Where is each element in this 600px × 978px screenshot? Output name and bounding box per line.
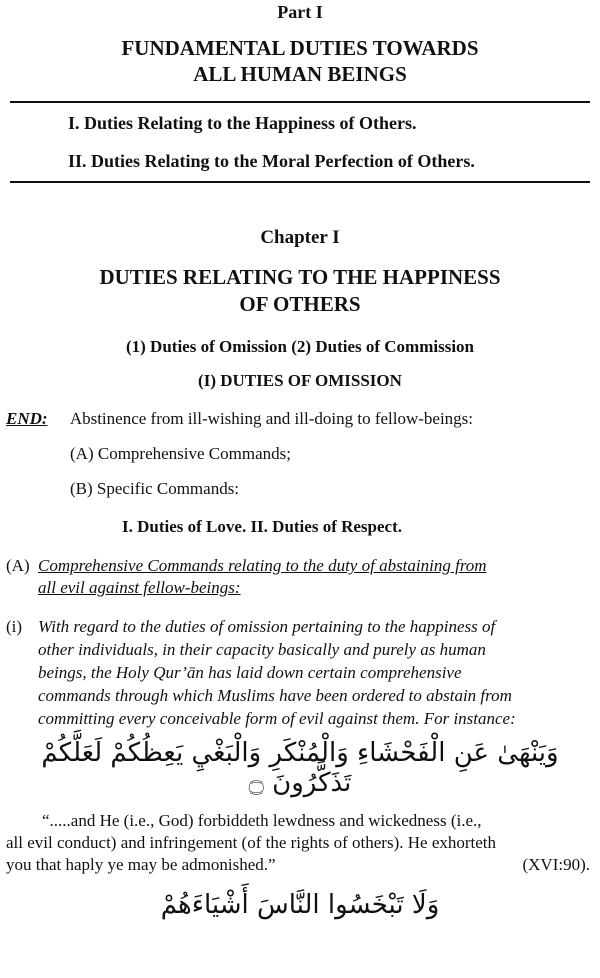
translation-line-2: all evil conduct) and infringement (of the rights of others). He exhorteth bbox=[6, 833, 497, 852]
part-title-line-2: ALL HUMAN BEINGS bbox=[193, 62, 407, 86]
end-text: Abstinence from ill-wishing and ill-doing to fellow-beings: bbox=[69, 409, 474, 428]
paragraph-line-5: committing every conceivable form of evil against them. For instance: bbox=[38, 709, 516, 728]
part-label: Part I bbox=[277, 2, 323, 22]
paragraph-line-4: commands through which Muslims have been ordered to abstain from bbox=[38, 686, 512, 705]
arabic-verse-1: وَيَنْهَىٰ عَنِ الْفَحْشَاءِ وَالْمُنْكَرِ وَالْبَغْيِ يَعِظُكُمْ لَعَلَّكُمْ تَذَكَّرُونَ ۝ bbox=[41, 738, 559, 798]
paragraph-line-3: beings, the Holy Qur’ān has laid down certain comprehensive bbox=[38, 663, 462, 682]
end-row bbox=[6, 409, 600, 429]
chapter-label: Chapter I bbox=[260, 227, 340, 248]
section-a bbox=[6, 555, 592, 599]
translation-line-1: “.....and He (i.e., God) forbiddeth lewdness and wickedness (i.e., bbox=[42, 811, 482, 830]
section-a-heading-line-2: all evil against fellow-beings: bbox=[38, 578, 241, 597]
translation-line-3-text: you that haply ye may be admonished.” bbox=[6, 855, 276, 874]
duties-love-respect: I. Duties of Love. II. Duties of Respect. bbox=[122, 517, 403, 536]
top-rule bbox=[10, 101, 590, 103]
end-item-b: (B) Specific Commands: bbox=[70, 479, 240, 498]
end-item-a: (A) Comprehensive Commands; bbox=[70, 444, 291, 463]
division-2: II. Duties Relating to the Moral Perfection of Others. bbox=[68, 151, 475, 171]
bottom-rule bbox=[10, 181, 590, 183]
section-a-heading-line-1: Comprehensive Commands relating to the duty of abstaining from bbox=[38, 556, 487, 575]
section-subtitle: (I) DUTIES OF OMISSION bbox=[198, 371, 402, 390]
part-title-line-1: FUNDAMENTAL DUTIES TOWARDS bbox=[121, 36, 479, 60]
paragraph-i bbox=[6, 615, 592, 730]
translation-line-3 bbox=[6, 854, 590, 876]
chapter-title bbox=[0, 264, 600, 318]
verse-translation bbox=[6, 810, 590, 876]
paragraph-i-marker: (i) bbox=[6, 617, 23, 636]
chapter-title-line-1: DUTIES RELATING TO THE HAPPINESS bbox=[99, 265, 501, 289]
arabic-verse-2: وَلَا تَبْخَسُوا النَّاسَ أَشْيَاءَهُمْ bbox=[160, 890, 440, 920]
end-label: END: bbox=[6, 409, 48, 428]
part-title bbox=[0, 35, 600, 87]
chapter-title-line-2: OF OTHERS bbox=[239, 292, 361, 316]
paragraph-line-2: other individuals, in their capacity basically and purely as human bbox=[38, 640, 486, 659]
verse-reference: (XVI:90). bbox=[522, 855, 590, 874]
paragraph-line-1: With regard to the duties of omission pertaining to the happiness of bbox=[38, 617, 496, 636]
section-a-marker: (A) bbox=[6, 556, 30, 575]
duty-kinds-subtitle: (1) Duties of Omission (2) Duties of Commission bbox=[125, 337, 475, 356]
division-1: I. Duties Relating to the Happiness of Others. bbox=[68, 113, 417, 133]
